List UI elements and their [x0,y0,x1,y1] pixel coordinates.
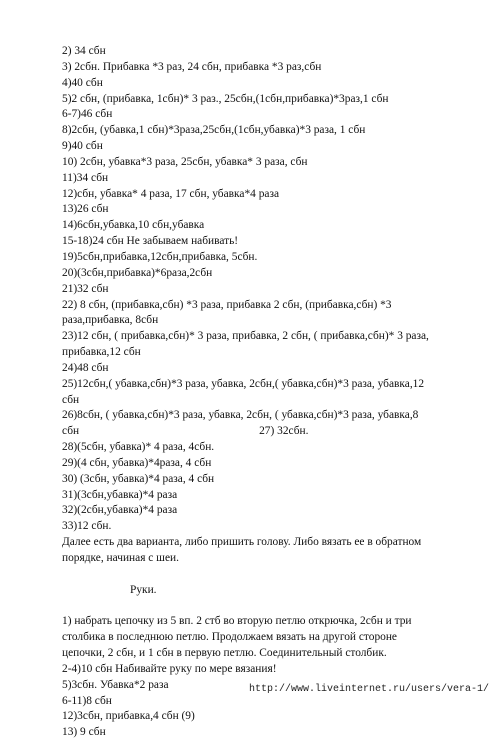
pattern-text [62,44,487,741]
section-title: Руки. [130,583,157,596]
pattern-line: 25)12сбн,( убавка,сбн)*3 раза, убавка, 2сбн,( убавка,сбн)*3 раза, убавка,12 [62,377,425,390]
pattern-line: 29)(4 сбн, убавка)*4раза, 4 сбн [62,456,212,469]
pattern-line: 22) 8 сбн, (прибавка,сбн) *3 раза, прибавка 2 сбн, (прибавка,сбн) *3 [62,298,392,311]
pattern-line: 11)34 сбн [62,171,109,184]
pattern-line: 6-7)46 сбн [62,108,113,121]
pattern-line: 15-18)24 сбн Не забываем набивать! [62,235,239,248]
pattern-line: 3) 2сбн. Прибавка *3 раз, 24 сбн, прибавка *3 раз,сбн [62,60,322,73]
arms-line: 5)3сбн. Убавка*2 раза [62,678,169,691]
arms-line: 12)3сбн, прибавка,4 сбн (9) [62,710,195,723]
pattern-line: 5)2 сбн, (прибавка, 1сбн)* 3 раз., 25сбн,(1сбн,прибавка)*3раз,1 сбн [62,92,389,105]
note-line: Далее есть два варианта, либо пришить голову. Либо вязать ее в обратном [62,536,422,549]
arms-line: 2-4)10 сбн Набивайте руку по мере вязания! [62,662,277,675]
pattern-line: прибавка,12 сбн [62,346,141,359]
pattern-line: 26)8сбн, ( убавка,сбн)*3 раза, убавка, 2сбн, ( убавка,сбн)*3 раза, убавка,8 [62,409,419,422]
pattern-line: 13)26 сбн [62,203,109,216]
arms-line: цепочки, 2 сбн, и 1 сбн в первую петлю. Соединительный столбик. [62,647,387,660]
pattern-line: 14)6сбн,убавка,10 сбн,убавка [62,219,205,232]
pattern-line: 33)12 сбн. [62,520,112,533]
arms-line: 1) набрать цепочку из 5 вп. 2 стб во вторую петлю открючка, 2сбн и три [62,615,412,628]
pattern-line: раза,прибавка, 8сбн [62,314,159,327]
pattern-line: 8)2сбн, (убавка,1 сбн)*3раза,25сбн,(1сбн,убавка)*3 раза, 1 сбн [62,124,366,137]
pattern-line: 24)48 сбн [62,361,109,374]
arms-line: столбика в последнюю петлю. Продолжаем вязать на другой стороне [62,631,397,644]
pattern-line: 19)5сбн,прибавка,12сбн,прибавка, 5сбн. [62,250,258,263]
pattern-line: 9)40 сбн [62,140,103,153]
pattern-line: 30) (3сбн, убавка)*4 раза, 4 сбн [62,472,215,485]
note-line: порядке, начиная с шеи. [62,552,179,564]
arms-line: 6-11)8 сбн [62,694,112,707]
pattern-line: 12)сбн, убавка* 4 раза, 17 сбн, убавка*4 раза [62,187,280,200]
pattern-line: 31)(3сбн,убавка)*4 раза [62,488,178,501]
spacer [62,599,487,615]
pattern-line: 28)(5сбн, убавка)* 4 раза, 4сбн. [62,441,215,454]
pattern-line: 23)12 сбн, ( прибавка,сбн)* 3 раза, прибавка, 2 сбн, ( прибавка,сбн)* 3 раза, [62,330,429,343]
spacer [62,567,487,583]
pattern-line: 4)40 сбн [62,76,103,89]
pattern-line: 32)(2сбн,убавка)*4 раза [62,504,178,517]
pattern-line: 10) 2сбн, убавка*3 раза, 25сбн, убавка* 3 раза, сбн [62,155,308,168]
pattern-line [62,424,487,440]
arms-line: 13) 9 сбн [62,726,106,739]
pattern-line: 21)32 сбн [62,282,109,295]
pattern-line-27: 27) 32сбн. [259,425,309,438]
pattern-line: сбн [62,393,80,406]
pattern-line-continuation: сбн [62,425,80,438]
pattern-line: 20)(3сбн,прибавка)*6раза,2сбн [62,266,213,279]
footer-url: http://www.liveinternet.ru/users/vera-1/ [248,684,489,695]
pattern-line: 2) 34 сбн [62,45,106,57]
